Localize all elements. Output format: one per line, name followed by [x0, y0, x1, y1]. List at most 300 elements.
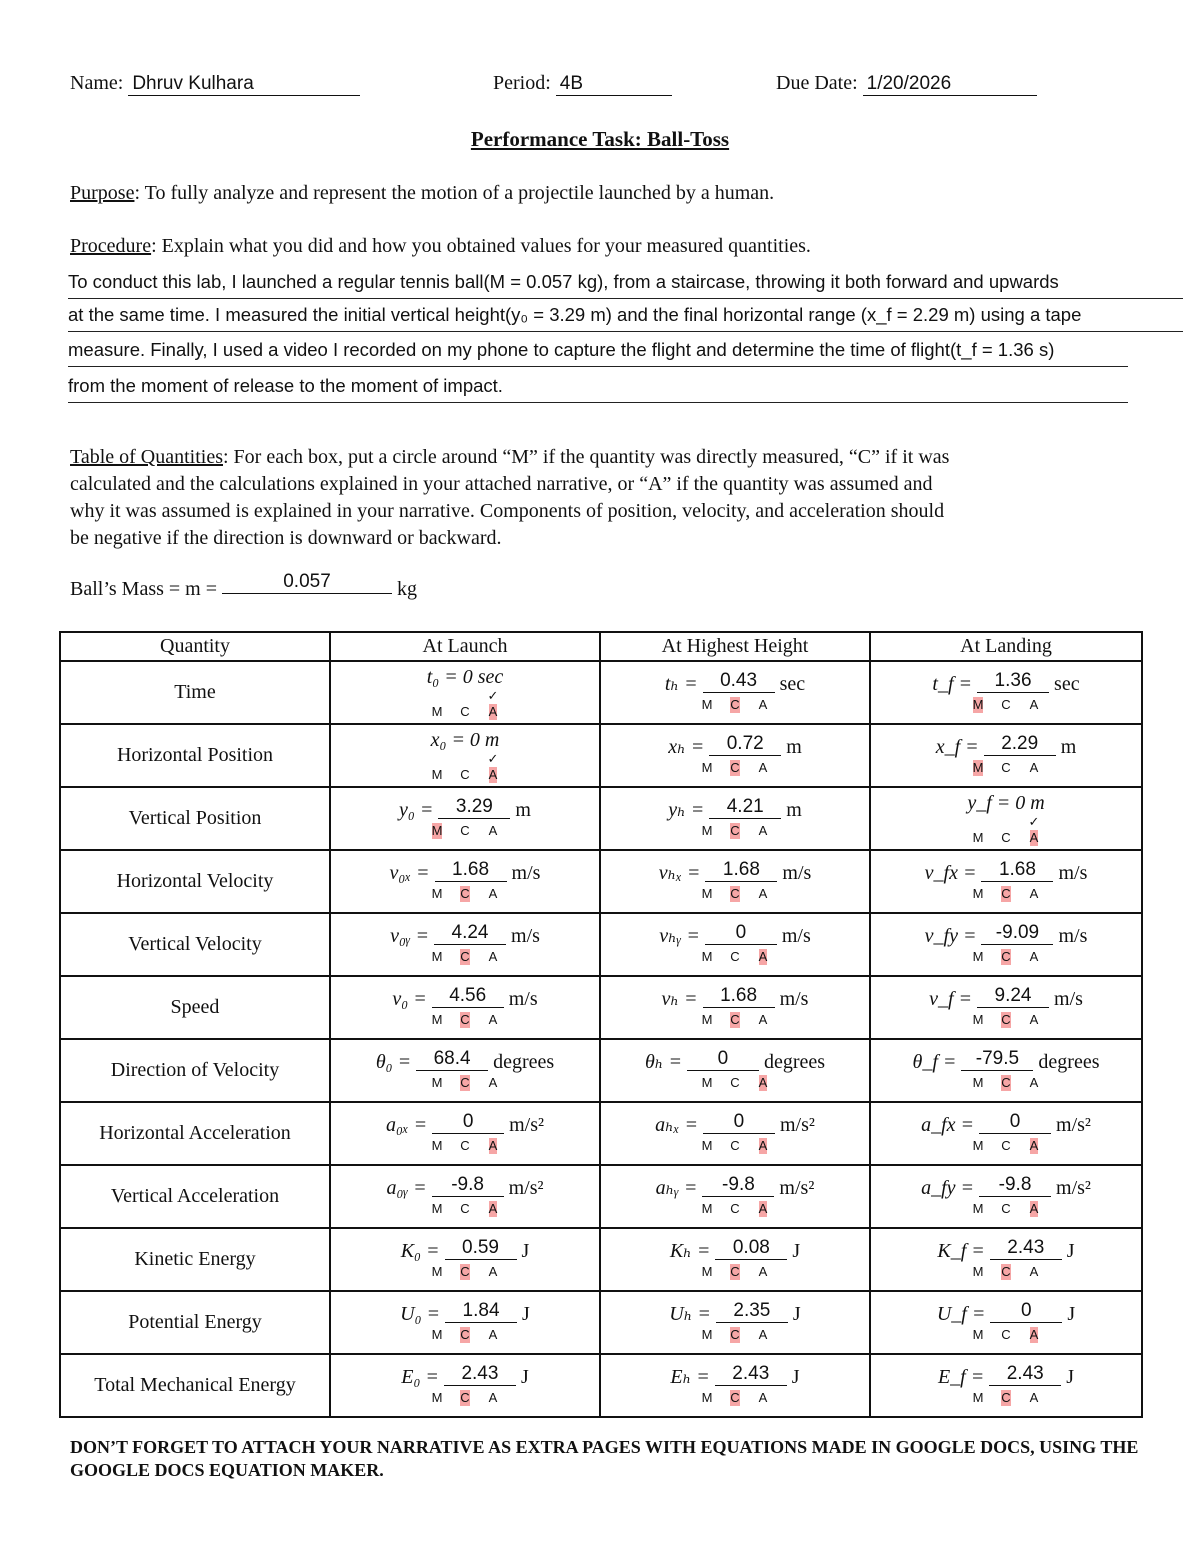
quantity-expression [331, 1047, 599, 1075]
mca-label: A [758, 1200, 768, 1216]
quantity-cell [330, 1228, 600, 1291]
quantity-unit: J [1066, 1239, 1075, 1262]
quantity-name: Time [60, 661, 330, 724]
mca-option-m[interactable]: M [701, 822, 713, 838]
quantity-unit: J [792, 1239, 801, 1262]
quantity-symbol: Uₕ = [669, 1302, 711, 1325]
quantity-value[interactable]: 2.29 [984, 733, 1056, 756]
mca-option-c[interactable] [997, 886, 1015, 902]
mca-label: C [730, 1011, 740, 1027]
mca-option-c[interactable] [726, 697, 744, 713]
quantity-symbol: aₕₓ = [655, 1113, 698, 1136]
procedure-line[interactable]: from the moment of release to the moment of impact. [68, 372, 1128, 403]
mca-option-m[interactable]: M [701, 1389, 713, 1405]
quantity-expression [871, 1236, 1141, 1264]
procedure-text: : Explain what you did and how you obtained values for your measured quantities. [151, 235, 811, 257]
quantity-value[interactable]: 4.24 [434, 922, 506, 945]
quantity-unit: m/s² [779, 1113, 815, 1136]
mca-option-a[interactable] [1025, 1138, 1043, 1154]
quantity-value[interactable]: 0 [432, 1111, 504, 1134]
quantity-value[interactable]: 4.21 [709, 796, 781, 819]
quantity-expression [601, 669, 869, 697]
quantity-symbol: x_f = [935, 735, 979, 758]
mca-selector [871, 1201, 1141, 1217]
mca-option-m[interactable]: M [701, 1137, 713, 1153]
mca-selector [871, 1264, 1141, 1280]
quantity-value[interactable]: 1.68 [703, 985, 775, 1008]
mca-option-a[interactable]: A [758, 1389, 768, 1405]
quantity-value[interactable]: 0.59 [445, 1237, 517, 1260]
mca-selector [331, 949, 599, 965]
quantity-symbol: θₕ = [644, 1050, 682, 1073]
mca-label: C [1001, 1074, 1011, 1090]
quantity-unit: J [791, 1365, 800, 1388]
quantity-expression [601, 858, 869, 886]
mca-option-c[interactable] [726, 1012, 744, 1028]
quantity-cell [330, 1354, 600, 1417]
quantity-value[interactable]: 0.72 [709, 733, 781, 756]
mca-option-a[interactable] [1025, 814, 1043, 846]
mca-option-a[interactable]: A [1029, 759, 1039, 775]
quantity-value[interactable]: 0 [979, 1111, 1051, 1134]
procedure-line[interactable]: at the same time. I measured the initial vertical height(y₀ = 3.29 m) and the final horizontal range (x_f = 2.29 m) using a tape [68, 301, 1183, 332]
mca-option-m[interactable]: M [972, 1389, 984, 1405]
mca-option-c[interactable]: C [460, 1200, 470, 1216]
due-date-value[interactable]: 1/20/2026 [863, 73, 1037, 96]
mca-label: M [431, 822, 443, 838]
mca-option-m[interactable]: M [431, 1263, 443, 1279]
mca-option-m[interactable]: M [701, 1326, 713, 1342]
mca-selector [331, 1390, 599, 1406]
mca-option-m[interactable]: M [972, 1263, 984, 1279]
mca-selector [331, 1264, 599, 1280]
mca-option-a[interactable] [484, 688, 502, 720]
quantity-cell [600, 850, 870, 913]
mca-option-m[interactable]: M [431, 703, 443, 719]
quantity-expression [871, 669, 1141, 697]
quantity-name: Total Mechanical Energy [60, 1354, 330, 1417]
check-mark: ✓ [487, 750, 499, 766]
mca-option-c[interactable] [456, 1390, 474, 1406]
mca-option-c[interactable]: C [730, 1200, 740, 1216]
mca-option-a[interactable] [754, 1138, 772, 1154]
mca-selector [331, 1138, 599, 1154]
mca-option-c[interactable] [726, 760, 744, 776]
mca-option-a[interactable]: A [1029, 696, 1039, 712]
quantity-unit: degrees [493, 1050, 555, 1073]
quantity-symbol: x₀ = 0 m [430, 728, 500, 751]
table-body [60, 661, 1142, 1417]
quantity-unit: J [522, 1302, 530, 1325]
ball-mass [70, 571, 418, 602]
mca-label: C [730, 1263, 740, 1279]
mca-selector [871, 760, 1141, 776]
quantity-unit: J [1066, 1365, 1075, 1388]
header-quantity: Quantity [60, 632, 330, 661]
mca-option-a[interactable] [1025, 1327, 1043, 1343]
quantity-expression [331, 795, 599, 823]
mca-option-a[interactable]: A [1029, 885, 1039, 901]
mca-option-a[interactable]: A [488, 1263, 498, 1279]
quantity-value[interactable]: 0 [990, 1300, 1062, 1323]
mca-option-a[interactable]: A [488, 1326, 498, 1342]
quantity-symbol: v₀ = [392, 987, 427, 1010]
mca-option-m[interactable]: M [431, 1389, 443, 1405]
mca-option-m[interactable]: M [701, 696, 713, 712]
quantity-value[interactable]: 0.43 [703, 670, 775, 693]
quantity-expression [601, 1047, 869, 1075]
mca-option-m[interactable]: M [701, 759, 713, 775]
mca-option-m[interactable]: M [701, 1011, 713, 1027]
mca-option-c[interactable] [726, 1390, 744, 1406]
mca-option-m[interactable]: M [431, 1326, 443, 1342]
quantity-unit: m/s [1054, 987, 1083, 1010]
mca-selector [871, 886, 1141, 902]
mca-label: A [758, 1137, 768, 1153]
quantity-value[interactable]: -79.5 [961, 1048, 1033, 1071]
quantity-expression [331, 1299, 599, 1327]
quantity-symbol: v_f = [929, 987, 973, 1010]
header-at-highest-height: At Highest Height [600, 632, 870, 661]
quantity-value[interactable]: 1.84 [445, 1300, 517, 1323]
quantity-value[interactable]: 0 [703, 1111, 775, 1134]
mca-option-c[interactable] [997, 1264, 1015, 1280]
mca-option-c[interactable] [726, 1327, 744, 1343]
quantities-table [59, 631, 1143, 1418]
quantity-expression [331, 1110, 599, 1138]
mca-option-c[interactable]: C [1001, 1200, 1011, 1216]
instructions-line: be negative if the direction is downward or backward. [70, 527, 502, 549]
quantity-symbol: K_f = [937, 1239, 985, 1262]
mca-option-c[interactable]: C [460, 1137, 470, 1153]
quantity-unit: m/s² [1056, 1176, 1091, 1199]
mca-label: C [730, 1389, 740, 1405]
mca-label: A [758, 1074, 768, 1090]
mca-option-a[interactable]: A [488, 822, 498, 838]
quantity-cell [870, 850, 1142, 913]
mca-option-c[interactable] [997, 1075, 1015, 1091]
quantity-expression [871, 1299, 1141, 1327]
mca-option-c[interactable]: C [730, 1074, 740, 1090]
quantity-name: Vertical Velocity [60, 913, 330, 976]
mca-selector [601, 1138, 869, 1154]
mca-option-c[interactable]: C [460, 822, 470, 838]
mca-option-a[interactable] [754, 1201, 772, 1217]
quantity-value[interactable]: -9.09 [981, 922, 1053, 945]
period-value[interactable]: 4B [556, 73, 672, 96]
quantity-cell [870, 1228, 1142, 1291]
quantity-symbol: vₕᵧ = [659, 924, 700, 947]
quantity-cell [600, 913, 870, 976]
quantity-value[interactable]: 0 [705, 922, 777, 945]
mca-option-m[interactable]: M [431, 1200, 443, 1216]
quantity-value[interactable]: 2.43 [444, 1363, 516, 1386]
name-label: Name: [70, 72, 124, 94]
quantity-value[interactable]: 2.43 [715, 1363, 787, 1386]
mca-label: C [730, 822, 740, 838]
mca-option-c[interactable] [997, 1390, 1015, 1406]
mca-option-c[interactable] [726, 886, 744, 902]
mca-option-m[interactable]: M [431, 1011, 443, 1027]
mca-option-c[interactable] [726, 823, 744, 839]
quantity-name: Horizontal Acceleration [60, 1102, 330, 1165]
mca-option-m[interactable]: M [972, 948, 984, 964]
quantity-unit: m [1060, 735, 1077, 758]
mca-selector [601, 1012, 869, 1028]
mca-option-a[interactable] [754, 1075, 772, 1091]
quantity-cell [600, 787, 870, 850]
quantity-cell [600, 1102, 870, 1165]
mca-option-c[interactable] [456, 1327, 474, 1343]
mca-option-m[interactable]: M [701, 1263, 713, 1279]
mca-option-a[interactable]: A [758, 696, 768, 712]
quantity-value[interactable]: -9.8 [979, 1174, 1051, 1197]
mca-option-c[interactable]: C [1001, 696, 1011, 712]
quantity-symbol: aₕᵧ = [655, 1176, 698, 1199]
mca-option-m[interactable]: M [701, 1200, 713, 1216]
name-value[interactable]: Dhruv Kulhara [128, 73, 360, 96]
quantity-cell [330, 913, 600, 976]
mca-option-m[interactable]: M [431, 1074, 443, 1090]
mca-option-m[interactable]: M [972, 829, 984, 845]
quantity-unit: sec [1054, 672, 1080, 695]
quantity-symbol: a_fx = [921, 1113, 975, 1136]
quantity-value[interactable]: -9.8 [432, 1174, 504, 1197]
mca-option-m[interactable]: M [972, 1074, 984, 1090]
mca-label: C [730, 759, 740, 775]
quantity-unit: degrees [1038, 1050, 1100, 1073]
quantity-expression [331, 858, 599, 886]
mca-option-c[interactable]: C [460, 703, 470, 719]
mca-option-c[interactable] [997, 949, 1015, 965]
mca-option-m[interactable]: M [431, 885, 443, 901]
quantity-expression [331, 1362, 599, 1390]
table-row [60, 850, 1142, 913]
mca-option-a[interactable]: A [488, 948, 498, 964]
mca-option-a[interactable] [1025, 1201, 1043, 1217]
mca-label: A [1029, 1137, 1039, 1153]
header-at-launch: At Launch [330, 632, 600, 661]
mca-option-a[interactable] [754, 949, 772, 965]
check-mark: ✓ [487, 687, 499, 703]
mca-option-m[interactable] [969, 760, 987, 776]
quantity-unit: m [515, 798, 531, 821]
mca-selector [871, 1012, 1141, 1028]
quantity-symbol: v₀ᵧ = [390, 924, 430, 947]
instructions-line: why it was assumed is explained in your narrative. Components of position, velocity, and acceleration should [70, 500, 945, 522]
mca-option-a[interactable]: A [758, 885, 768, 901]
instructions-line: calculated and the calculations explained in your attached narrative, or “A” if the quantity was assumed and [70, 473, 933, 495]
mca-selector [331, 823, 599, 839]
mca-option-m[interactable]: M [431, 948, 443, 964]
mca-option-a[interactable]: A [758, 1263, 768, 1279]
quantity-cell [870, 1165, 1142, 1228]
quantity-unit: m/s² [509, 1113, 545, 1136]
mca-selector [601, 1075, 869, 1091]
mca-option-a[interactable]: A [488, 1074, 498, 1090]
mca-option-m[interactable]: M [431, 766, 443, 782]
quantity-name: Vertical Acceleration [60, 1165, 330, 1228]
mca-option-c[interactable] [456, 949, 474, 965]
quantity-expression [331, 984, 599, 1012]
mca-option-a[interactable] [484, 1138, 502, 1154]
quantity-value[interactable]: 9.24 [977, 985, 1049, 1008]
mca-option-m[interactable]: M [972, 885, 984, 901]
quantity-symbol: a₀ₓ = [385, 1113, 428, 1136]
mca-option-a[interactable]: A [1029, 1074, 1039, 1090]
mca-option-m[interactable]: M [972, 1200, 984, 1216]
procedure-line[interactable]: measure. Finally, I used a video I recorded on my phone to capture the flight and determine the time of flight(t_f = 1.36 s) [68, 336, 1128, 367]
quantity-cell [330, 1165, 600, 1228]
mca-label: C [460, 1389, 470, 1405]
quantity-value[interactable]: 3.29 [438, 796, 510, 819]
quantity-cell [870, 1354, 1142, 1417]
quantity-expression [331, 666, 599, 688]
quantity-expression [601, 1236, 869, 1264]
quantity-name: Potential Energy [60, 1291, 330, 1354]
mca-option-a[interactable]: A [758, 1326, 768, 1342]
mca-option-m[interactable]: M [972, 1011, 984, 1027]
quantity-cell [330, 1039, 600, 1102]
quantity-value[interactable]: 2.43 [990, 1237, 1062, 1260]
mca-option-c[interactable] [726, 1264, 744, 1280]
mca-option-a[interactable]: A [1029, 1389, 1039, 1405]
mass-label: Ball’s Mass = m = [70, 578, 218, 600]
mca-option-c[interactable] [997, 1012, 1015, 1028]
mca-option-a[interactable]: A [1029, 948, 1039, 964]
mca-option-c[interactable] [456, 886, 474, 902]
mca-selector [871, 949, 1141, 965]
mca-option-m[interactable] [969, 697, 987, 713]
quantity-unit: J [520, 1365, 529, 1388]
mca-option-a[interactable]: A [758, 822, 768, 838]
mca-option-a[interactable]: A [1029, 1263, 1039, 1279]
mca-option-c[interactable]: C [1001, 759, 1011, 775]
quantity-value[interactable]: 2.35 [716, 1300, 788, 1323]
mca-selector [601, 949, 869, 965]
quantity-value[interactable]: 1.68 [435, 859, 507, 882]
mca-selector [601, 886, 869, 902]
mca-label: C [1001, 1011, 1011, 1027]
mca-option-m[interactable]: M [701, 885, 713, 901]
mca-option-a[interactable]: A [1029, 1011, 1039, 1027]
quantity-unit: m [786, 735, 802, 758]
procedure-label: Procedure [70, 235, 152, 257]
quantity-cell [600, 1039, 870, 1102]
procedure-line[interactable]: To conduct this lab, I launched a regular tennis ball(M = 0.057 kg), from a staircase, throwing it both forward and upwards [68, 268, 1183, 299]
mca-option-m[interactable]: M [701, 948, 713, 964]
quantity-unit: m/s [511, 924, 540, 947]
mca-option-m[interactable] [428, 823, 446, 839]
mca-option-c[interactable]: C [460, 766, 470, 782]
quantity-symbol: v_fx = [924, 861, 977, 884]
quantity-symbol: θ_f = [912, 1050, 957, 1073]
mass-value[interactable]: 0.057 [222, 571, 392, 594]
quantity-symbol: K₀ = [400, 1239, 440, 1262]
mca-label: C [460, 1074, 470, 1090]
quantity-expression [601, 1362, 869, 1390]
mca-label: A [488, 766, 498, 782]
quantity-value[interactable]: 1.36 [977, 670, 1049, 693]
quantity-value[interactable]: 0 [687, 1048, 759, 1071]
quantity-unit: m/s [1058, 861, 1088, 884]
quantity-cell [600, 1291, 870, 1354]
mca-option-c[interactable]: C [730, 1137, 740, 1153]
quantity-symbol: tₕ = [664, 672, 698, 695]
mca-option-a[interactable] [484, 751, 502, 783]
mca-label: A [1029, 1200, 1039, 1216]
due-date-field [776, 72, 1037, 96]
quantity-cell [600, 976, 870, 1039]
mca-selector [601, 1327, 869, 1343]
mca-option-m[interactable]: M [431, 1137, 443, 1153]
quantity-name: Horizontal Position [60, 724, 330, 787]
mca-option-c[interactable]: C [1001, 1137, 1011, 1153]
quantity-value[interactable]: 1.68 [981, 859, 1053, 882]
mca-selector [601, 823, 869, 839]
table-row [60, 1354, 1142, 1417]
mca-option-a[interactable]: A [758, 1011, 768, 1027]
table-header-row [60, 632, 1142, 661]
quantity-unit: m/s² [1056, 1113, 1091, 1136]
mca-option-m[interactable]: M [972, 1326, 984, 1342]
quantity-expression [601, 732, 869, 760]
quantity-name: Horizontal Velocity [60, 850, 330, 913]
mca-option-m[interactable]: M [972, 1137, 984, 1153]
mca-option-c[interactable]: C [1001, 1326, 1011, 1342]
mca-option-a[interactable]: A [488, 1011, 498, 1027]
page-title: Performance Task: Ball-Toss [470, 127, 730, 151]
mca-option-a[interactable]: A [758, 759, 768, 775]
purpose-text: : To fully analyze and represent the motion of a projectile launched by a human. [134, 182, 775, 204]
mca-option-m[interactable]: M [701, 1074, 713, 1090]
mca-option-c[interactable] [456, 1075, 474, 1091]
mca-label: A [488, 1137, 498, 1153]
mca-option-a[interactable] [484, 1201, 502, 1217]
mca-label: M [972, 759, 984, 775]
mca-selector [331, 751, 599, 783]
quantity-unit: J [1067, 1302, 1076, 1325]
quantity-name: Kinetic Energy [60, 1228, 330, 1291]
mca-option-c[interactable]: C [730, 948, 740, 964]
quantity-value[interactable]: 1.68 [705, 859, 777, 882]
mca-label: A [758, 948, 768, 964]
mca-option-c[interactable] [456, 1264, 474, 1280]
quantity-cell [600, 1228, 870, 1291]
mca-selector [601, 697, 869, 713]
mca-option-a[interactable]: A [488, 1389, 498, 1405]
mca-selector [601, 1264, 869, 1280]
quantity-value[interactable]: 0.08 [715, 1237, 787, 1260]
quantity-value[interactable]: 2.43 [989, 1363, 1061, 1386]
mca-label: C [730, 696, 740, 712]
quantity-cell [330, 1291, 600, 1354]
mca-option-a[interactable]: A [488, 885, 498, 901]
quantity-expression [871, 921, 1141, 949]
mca-label: M [972, 696, 984, 712]
mca-option-c[interactable] [456, 1012, 474, 1028]
footer-note: DON’T FORGET TO ATTACH YOUR NARRATIVE AS EXTRA PAGES WITH EQUATIONS MADE IN GOOGLE DOCS, USING THE GOOGLE DOCS EQUATION MAKER. [70, 1437, 1139, 1480]
quantity-value[interactable]: -9.8 [702, 1174, 774, 1197]
quantity-value[interactable]: 68.4 [416, 1048, 488, 1071]
quantity-symbol: xₕ = [668, 735, 705, 758]
quantity-value[interactable]: 4.56 [432, 985, 504, 1008]
quantity-expression [601, 921, 869, 949]
quantity-cell [600, 724, 870, 787]
mca-label: C [460, 885, 470, 901]
mass-unit: kg [397, 578, 418, 600]
mca-option-c[interactable]: C [1001, 829, 1011, 845]
